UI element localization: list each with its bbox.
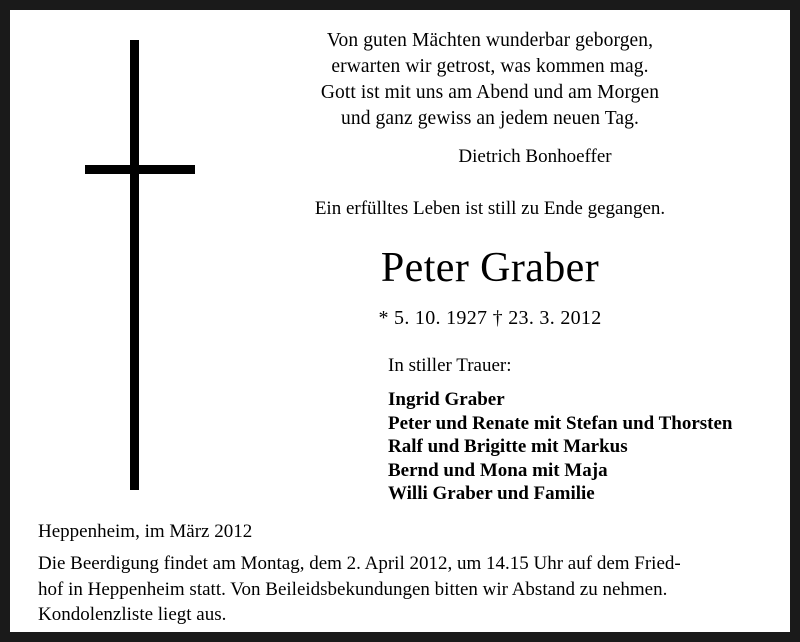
mourners-title: In stiller Trauer:: [388, 355, 512, 376]
mourner-name: Bernd und Mona mit Maja: [388, 459, 608, 481]
notice-line: hof in Heppenheim statt. Von Beileidsbekundungen bitten wir Abstand zu nehmen.: [38, 578, 668, 600]
cross-horizontal-bar: [85, 165, 195, 174]
memorial-verse: [200, 28, 780, 132]
verse-line: erwarten wir getrost, was kommen mag.: [331, 56, 649, 77]
obituary-inner: [10, 10, 790, 632]
mourner-name: Willi Graber und Familie: [388, 483, 595, 504]
verse-line: Von guten Mächten wunderbar geborgen,: [326, 30, 654, 51]
verse-line: Gott ist mit uns am Abend und am Morgen: [320, 82, 660, 103]
mourners-list: [388, 388, 732, 506]
notice-line: Kondolenzliste liegt aus.: [38, 604, 227, 625]
intro-sentence: Ein erfülltes Leben ist still zu Ende gegangen.: [314, 198, 666, 219]
mourners-block: [388, 352, 732, 506]
funeral-notice: [38, 551, 778, 628]
cross-vertical-bar: [130, 40, 139, 490]
obituary-main-text: [200, 28, 780, 332]
verse-author: Dietrich Bonhoeffer: [458, 146, 612, 167]
place-and-date: Heppenheim, im März 2012: [38, 521, 253, 542]
mourner-name: Peter und Renate mit Stefan und Thorsten: [388, 412, 733, 434]
mourner-name: Ralf und Brigitte mit Markus: [388, 436, 628, 457]
deceased-dates: * 5. 10. 1927 † 23. 3. 2012: [378, 307, 602, 329]
notice-line: Die Beerdigung findet am Montag, dem 2. April 2012, um 14.15 Uhr auf dem Fried-: [38, 553, 681, 574]
deceased-name: Peter Graber: [380, 245, 600, 291]
cross-icon: [85, 40, 195, 500]
mourner-name: Ingrid Graber: [388, 389, 505, 410]
verse-line: und ganz gewiss an jedem neuen Tag.: [341, 108, 639, 129]
footer-block: [38, 518, 778, 628]
